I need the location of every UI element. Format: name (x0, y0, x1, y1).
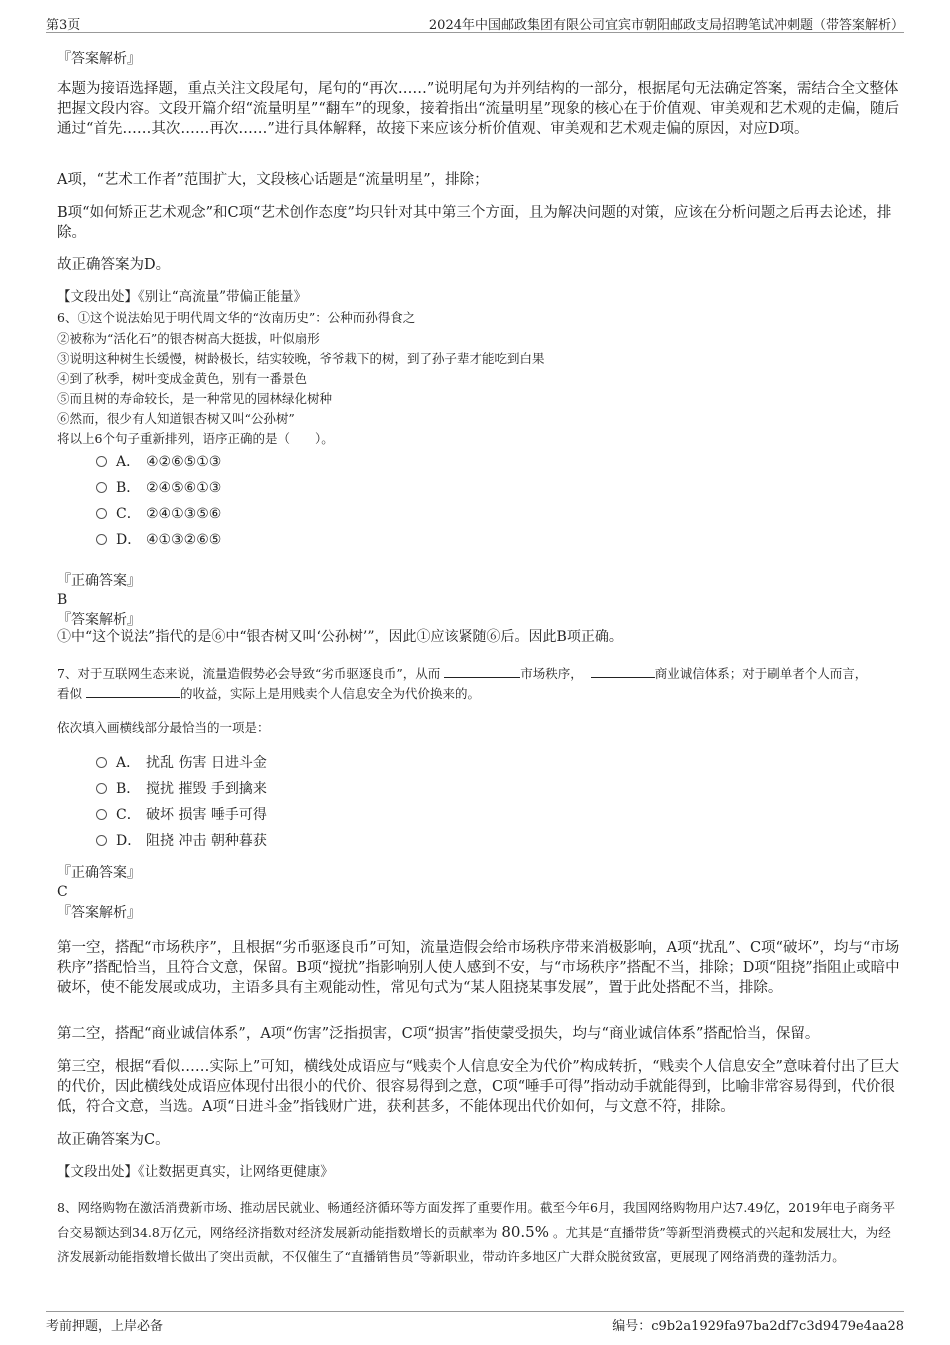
math-percent: 80.5% (501, 1223, 549, 1241)
q7-option-a[interactable]: A． 扰乱 伤害 日进斗金 (96, 754, 267, 772)
page-footer (46, 1311, 904, 1334)
q5-conclusion: 故正确答案为D。 (57, 257, 171, 273)
q6-analysis: ①中“这个说法”指代的是⑥中“银杏树又叫‘公孙树’”，因此①应该紧随⑥后。因此B项正确。 (57, 629, 623, 645)
q6-line-1: 6、①这个说法始见于明代周文华的“汝南历史”：公种而孙得食之 (57, 310, 416, 325)
q6-answer-label: 『正确答案』 (57, 573, 141, 589)
q6-option-d[interactable]: D． ④①③②⑥⑤ (96, 531, 221, 549)
q6-line-6: ⑥然而，很少有人知道银杏树又叫“公孙树” (57, 411, 295, 426)
q5-analysis-label: 『答案解析』 (57, 51, 141, 67)
q6-analysis-label: 『答案解析』 (57, 612, 141, 628)
q7-option-b[interactable]: B． 搅扰 摧毁 手到擒来 (96, 780, 267, 798)
q5-source: 【文段出处】《别让“高流量”带偏正能量》 (57, 289, 308, 305)
blank-2 (591, 664, 655, 678)
radio-button[interactable] (96, 534, 107, 545)
blank-3 (86, 684, 180, 698)
q6-line-4: ④到了秋季，树叶变成金黄色，别有一番景色 (57, 371, 308, 386)
q6-option-b[interactable]: B． ②④⑤⑥①③ (96, 479, 221, 497)
page-header (46, 12, 904, 33)
q8-stem: 8、网络购物在激活消费新市场、推动居民就业、畅通经济循环等方面发挥了重要作用。截至今年6月，我国网络购物用户达7.49亿，2019年电子商务平台交易额达到34.8万亿元，网络经济指数对经济发展新动能指数增长的贡献率为 80.5% 。尤其是“直播带货”等新型消费模式的兴起和发展壮大，为经济发展新动能指数增长做出了突出贡献，不仅催生了“直播销售员”等新职业，带动许多地区广大群众脱贫致富，更展现了网络消费的蓬勃活力。 (57, 1200, 896, 1264)
q7-analysis-para2: 第二空，搭配“商业诚信体系”，A项“伤害”泛指损害，C项“损害”指使蒙受损失，均与“商业诚信体系”搭配恰当，保留。 (57, 1026, 820, 1042)
radio-button[interactable] (96, 456, 107, 467)
page-number: 第3页 (46, 18, 81, 33)
q7-option-c[interactable]: C． 破坏 损害 唾手可得 (96, 806, 267, 824)
q7-answer: C (57, 884, 68, 900)
q5-analysis-para2: A项，“艺术工作者”范围扩大，文段核心话题是“流量明星”，排除； (57, 172, 489, 188)
q7-source: 【文段出处】《让数据更真实，让网络更健康》 (57, 1164, 334, 1180)
q7-instruction: 依次填入画横线部分最恰当的一项是： (57, 720, 270, 735)
radio-button[interactable] (96, 809, 107, 820)
q6-option-c[interactable]: C． ②④①③⑤⑥ (96, 505, 221, 523)
q6-line-2: ②被称为“活化石”的银杏树高大挺拔，叶似扇形 (57, 331, 320, 346)
radio-button[interactable] (96, 508, 107, 519)
q7-stem: 7、对于互联网生态来说，流量造假势必会导致“劣币驱逐良币”，从而 市场秩序， 商业诚信体系；对于刷单者个人而言， 看似 的收益，实际上是用贱卖个人信息安全为代价换来的。 (57, 666, 868, 701)
q5-analysis-para3: B项“如何矫正艺术观念”和C项“艺术创作态度”均只针对其中第三个方面，且为解决问题的对策，应该在分析问题之后再去论述，排除。 (57, 205, 892, 241)
q6-line-5: ⑤而且树的寿命较长，是一种常见的园林绿化树种 (57, 391, 333, 406)
q7-conclusion: 故正确答案为C。 (57, 1132, 170, 1148)
q6-answer: B (57, 592, 68, 608)
radio-button[interactable] (96, 783, 107, 794)
blank-1 (444, 664, 520, 678)
q7-answer-label: 『正确答案』 (57, 865, 141, 881)
radio-button[interactable] (96, 482, 107, 493)
footer-slogan: 考前押题，上岸必备 (46, 1319, 164, 1334)
document-title: 2024年中国邮政集团有限公司宜宾市朝阳邮政支局招聘笔试冲刺题（带答案解析） (428, 18, 904, 33)
q7-analysis-para3: 第三空，根据“看似……实际上”可知，横线处成语应与“贱卖个人信息安全为代价”构成转折，“贱卖个人信息安全”意味着付出了巨大的代价，因此横线处成语应体现付出很小的代价、很容易得到之意，C项“唾手可得”指动动手就能得到，比喻非常容易得到，代价很低，符合文意，当选。A项“日进斗金”指钱财广进，获利甚多，不能体现出代价如何，与文意不符，排除。 (57, 1059, 899, 1115)
q6-question: 将以上6个句子重新排列，语序正确的是（ ）。 (57, 431, 334, 446)
q7-analysis-label: 『答案解析』 (57, 905, 141, 921)
q6-option-a[interactable]: A． ④②⑥⑤①③ (96, 453, 221, 471)
q5-analysis-para1: 本题为接语选择题，重点关注文段尾句，尾句的“再次……”说明尾句为并列结构的一部分，根据尾句无法确定答案，需结合全文整体把握文段内容。文段开篇介绍“流量明星”“翻车”的现象，接着指出“流量明星”现象的核心在于价值观、审美观和艺术观的走偏，随后通过“首先……其次……再次……”进行具体解释，故接下来应该分析价值观、审美观和艺术观走偏的原因，对应D项。 (57, 81, 899, 137)
q6-line-3: ③说明这种树生长缓慢，树龄极长，结实较晚，爷爷栽下的树，到了孙子辈才能吃到白果 (57, 351, 545, 366)
radio-button[interactable] (96, 757, 107, 768)
q7-option-d[interactable]: D． 阻挠 冲击 朝种暮获 (96, 832, 267, 850)
document-id: 编号：c9b2a1929fa97ba2df7c3d9479e4aa28 (612, 1319, 904, 1334)
radio-button[interactable] (96, 835, 107, 846)
q7-analysis-para1: 第一空，搭配“市场秩序”，且根据“劣币驱逐良币”可知，流量造假会给市场秩序带来消极影响，A项“扰乱”、C项“破坏”，均与“市场秩序”搭配恰当，且符合文意，保留。B项“搅扰”指影响别人使人感到不安，与“市场秩序”搭配不当，排除；D项“阻挠”指阻止或暗中破坏，使不能发展或成功，主语多具有主观能动性，常见句式为“某人阻挠某事发展”，置于此处搭配不当，排除。 (57, 940, 900, 996)
